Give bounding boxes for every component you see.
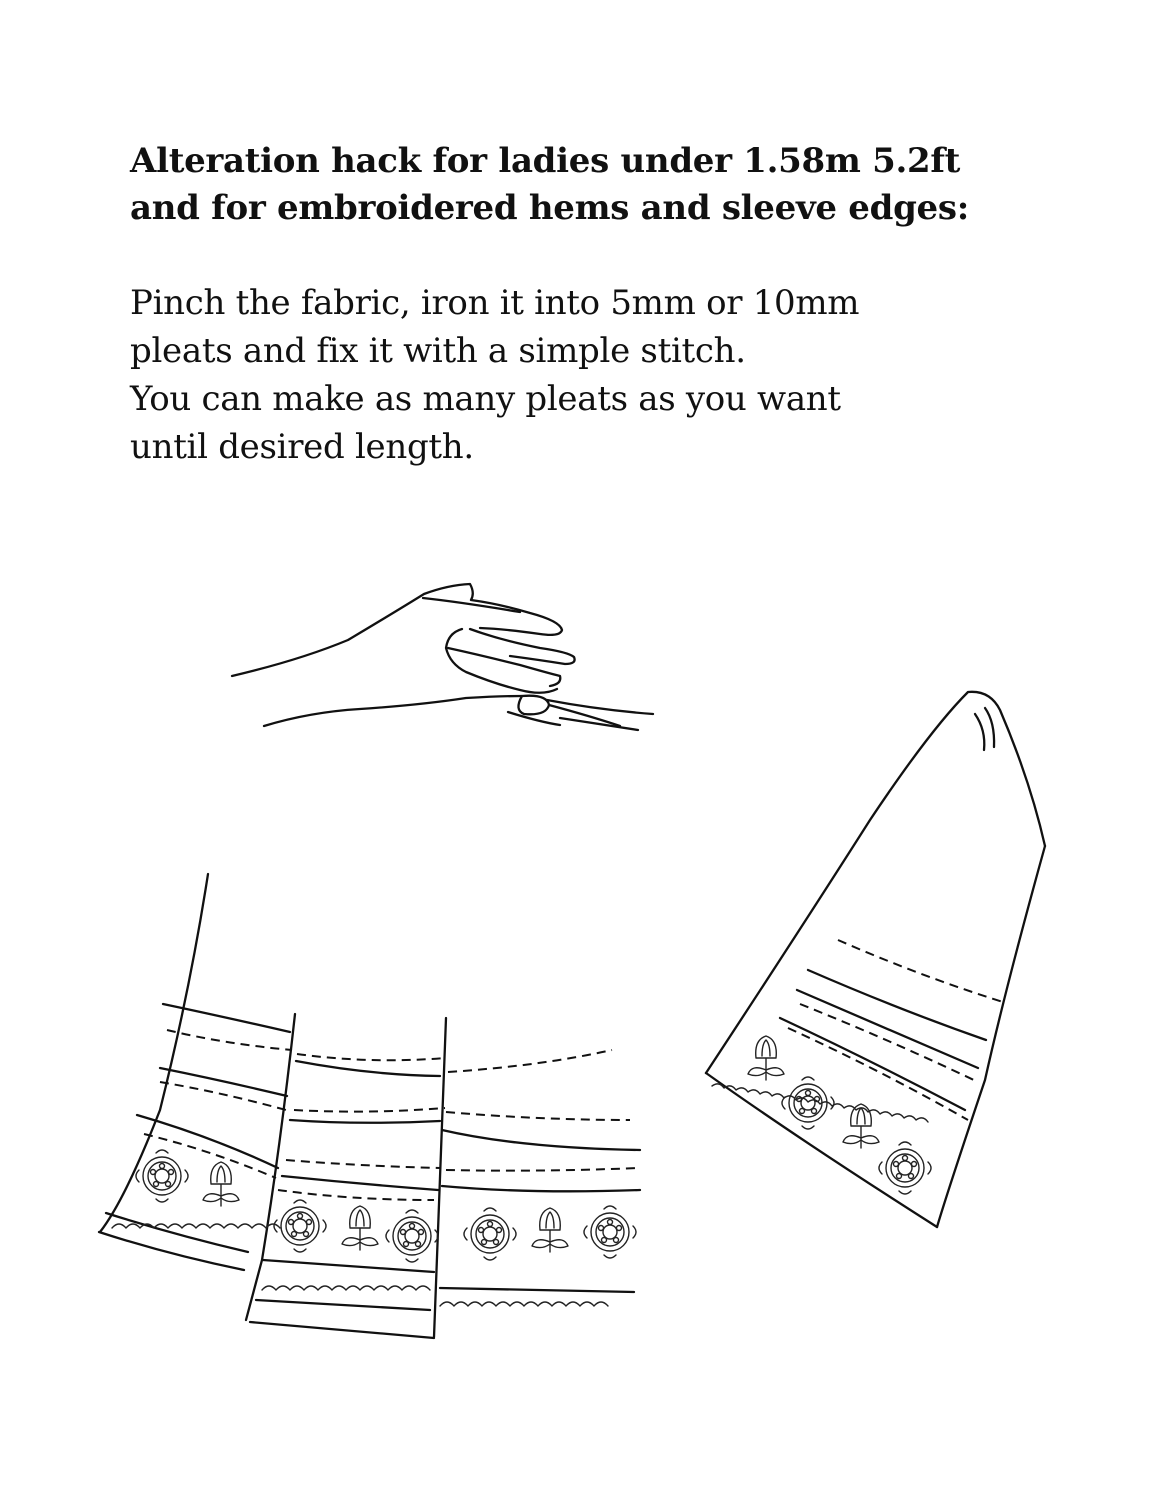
instructions-line-4: until desired length. [130, 427, 474, 467]
instructions-line-1: Pinch the fabric, iron it into 5mm or 10mm [130, 283, 860, 323]
heading-line-2: and for embroidered hems and sleeve edges: [130, 188, 969, 228]
hand-illustration [232, 584, 653, 730]
instructions-line-3: You can make as many pleats as you want [130, 379, 841, 419]
heading-line-1: Alteration hack for ladies under 1.58m 5.2ft [130, 141, 961, 181]
skirt-illustration [99, 874, 640, 1338]
sleeve-illustration [706, 692, 1045, 1227]
instructions-line-2: pleats and fix it with a simple stitch. [130, 331, 746, 371]
